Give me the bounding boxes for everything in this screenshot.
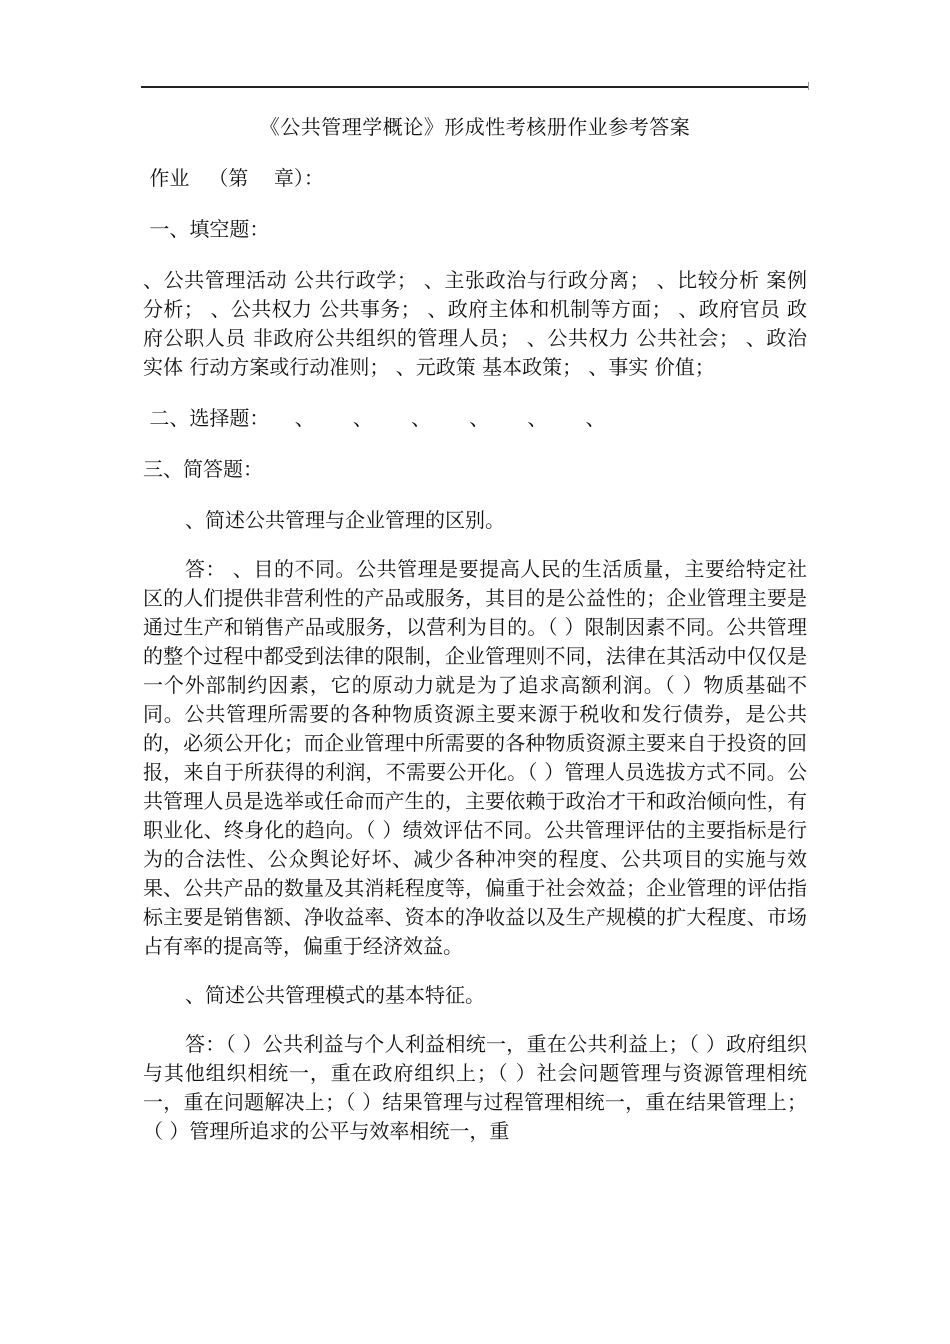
header-rule	[141, 86, 809, 88]
question-1: 、简述公共管理与企业管理的区别。	[185, 508, 505, 532]
header-rule-tick	[808, 82, 809, 90]
answer-2: 答：（ ）公共利益与个人利益相统一，重在公共利益上；（ ）政府组织与其他组织相统一，重在政府组织上；（ ）社会问题管理与资源管理相统一，重在问题解决上；（ ）结果管理与过程管理相统一，重在结果管理上；（ ）管理所追求的公平与效率相统一，重	[143, 1032, 807, 1143]
fill-blank-heading: 一、填空题：	[143, 217, 270, 241]
answer-1: 答： 、目的不同。公共管理是要提高人民的生活质量，主要给特定社区的人们提供非营利性的产品或服务，其目的是公益性的；企业管理主要是通过生产和销售产品或服务，以营利为目的。（ ）限制因素不同。公共管理的整个过程中都受到法律的限制，企业管理则不同，法律在其活动中仅仅是一个外部制约因素，它的原动力就是为了追求高额利润。（ ）物质基础不同。公共管理所需要的各种物质资源主要来源于税收和发行债券，是公共的，必须公开化；而企业管理中所需要的各种物质资源主要来自于投资的回报，来自于所获得的利润，不需要公开化。（ ）管理人员选拔方式不同。公共管理人员是选举或任命而产生的，主要依赖于政治才干和政治倾向性，有职业化、终身化的趋向。（ ）绩效评估不同。公共管理评估的主要指标是行为的合法性、公众舆论好坏、减少各种冲突的程度、公共项目的实施与效果、公共产品的数量及其消耗程度等，偏重于社会效益；企业管理的评估指标主要是销售额、净收益率、资本的净收益以及生产规模的扩大程度、市场占有率的提高等，偏重于经济效益。	[143, 557, 807, 958]
choice-heading: 二、选择题： 、 、 、 、 、 、	[143, 406, 606, 430]
document-body	[143, 112, 807, 1146]
short-answer-heading: 三、简答题：	[143, 457, 263, 481]
question-2: 、简述公共管理模式的基本特征。	[185, 983, 485, 1007]
fill-blank-answers: 、公共管理活动 公共行政学； 、主张政治与行政分离； 、比较分析 案例分析； 、公共权力 公共事务； 、政府主体和机制等方面； 、政府官员 政府公职人员 非政府公共组织的管理人员； 、公共权力 公共社会； 、政治实体 行动方案或行动准则； 、元政策 基本政策； 、事实 价值；	[143, 268, 807, 379]
document-title: 《公共管理学概论》形成性考核册作业参考答案	[259, 115, 691, 139]
assignment-heading: 作业 （第 章）：	[143, 166, 324, 190]
